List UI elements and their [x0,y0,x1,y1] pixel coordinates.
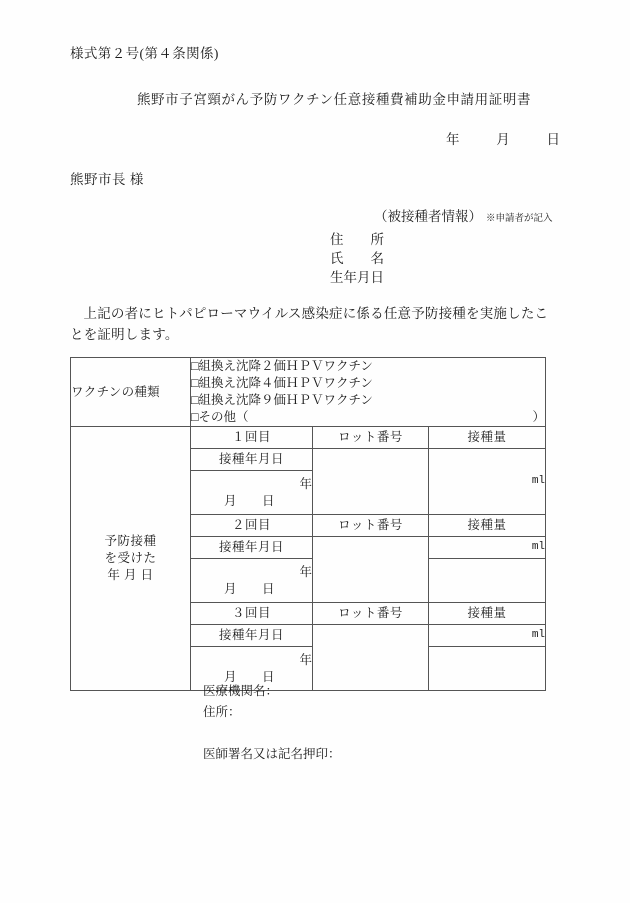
footer-spacer [203,723,341,744]
dose2-lot-value[interactable] [313,537,429,603]
date-year-label: 年 [446,132,460,147]
dose1-amount-header: 接種量 [429,427,546,449]
vaccination-record-line3: 年 月 日 [107,568,154,582]
vaccination-record-line2: を受けた [104,551,157,565]
dose2-lot-header: ロット番号 [313,515,429,537]
dose1-date-value[interactable] [191,471,313,515]
recipient-info-note: ※申請者が記入 [486,214,553,224]
dose1-amount-value[interactable]: ml [429,449,546,515]
issue-date-line [446,128,560,148]
form-number: 様式第２号(第４条関係) [70,46,219,61]
vaccine-option-other-label: □その他（ [191,410,249,424]
vaccine-option-quadrivalent[interactable]: □組換え沈降４価ＨＰＶワクチン [191,376,373,390]
dose2-label: ２回目 [191,515,313,537]
certification-statement: 上記の者にヒトパピローマウイルス感染症に係る任意予防接種を実施したことを証明します。 [70,306,549,342]
doctor-signature-label[interactable]: 医師署名又は記名押印： [203,747,341,761]
dose3-label: ３回目 [191,603,313,625]
vaccine-option-nonavalent[interactable]: □組換え沈降９価ＨＰＶワクチン [191,393,373,407]
recipient-fields [330,230,384,287]
dose1-lot-header: ロット番号 [313,427,429,449]
addressee: 熊野市長 様 [70,172,144,187]
dose3-date-month: 月 [223,669,237,684]
recipient-info-heading [374,205,553,225]
vaccine-type-options [191,358,546,427]
dose2-date-year: 年 [299,564,312,579]
dose1-label: １回目 [191,427,313,449]
vaccination-record-line1: 予防接種 [104,534,157,548]
recipient-address-label: 住 所 [330,232,384,247]
dose3-date-subhead: 接種年月日 [191,625,313,647]
vaccine-option-other[interactable] [191,409,545,426]
dose2-date-day: 日 [262,581,276,596]
dose2-amount-header: 接種量 [429,515,546,537]
dose1-date-monthday [191,493,312,510]
dose3-date-day: 日 [262,669,276,684]
dose2-date-monthday [191,581,312,598]
footer-fields [203,681,341,765]
dose2-amount-blank[interactable] [429,559,546,603]
vaccine-option-other-close: ） [532,410,546,424]
dose1-date-day: 日 [262,493,276,508]
table-row-vaccine-type [71,358,546,427]
dose1-lot-value[interactable] [313,449,429,515]
vaccine-type-label: ワクチンの種類 [71,358,191,427]
dose3-date-year: 年 [299,652,312,667]
dose3-lot-header: ロット番号 [313,603,429,625]
dose2-date-value[interactable] [191,559,313,603]
recipient-name-label: 氏 名 [330,251,384,266]
dose1-date-subhead: 接種年月日 [191,449,313,471]
dose3-amount-blank[interactable] [429,647,546,691]
dose1-date-month: 月 [223,493,237,508]
recipient-info-title: （被接種者情報） [374,209,482,224]
recipient-birthdate-label: 生年月日 [330,270,384,285]
dose3-amount-value[interactable]: ml [429,625,546,647]
dose1-date-year: 年 [299,476,312,491]
certificate-table [70,357,546,691]
vaccination-record-label [71,427,191,691]
date-day-label: 日 [546,132,560,147]
dose2-date-subhead: 接種年月日 [191,537,313,559]
dose2-date-month: 月 [223,581,237,596]
date-month-label: 月 [496,132,510,147]
institution-address-label[interactable]: 住所： [203,705,241,719]
institution-name-label[interactable]: 医療機関名： [203,684,279,698]
document-title: 熊野市子宮頸がん予防ワクチン任意接種費補助金申請用証明書 [136,92,532,107]
dose3-amount-header: 接種量 [429,603,546,625]
vaccine-option-bivalent[interactable]: □組換え沈降２価ＨＰＶワクチン [191,359,373,373]
dose2-amount-value[interactable]: ml [429,537,546,559]
table-row-dose1-header [71,427,546,449]
